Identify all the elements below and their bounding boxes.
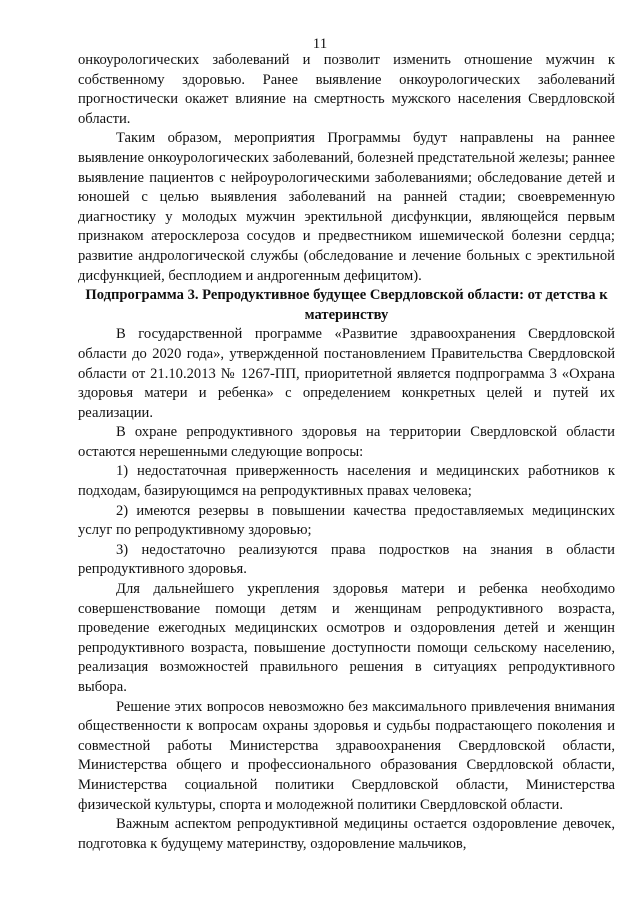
paragraph-aspect: Важным аспектом репродуктивной медицины остается оздоровление девочек, подготовка к будущему материнству, оздоровление мальчиков, [78,816,615,852]
paragraph-program: В государственной программе «Развитие здравоохранения Свердловской области до 2020 года», утвержденной постановлением Правительства Свердловской области от 21.10.2013 № 1267-ПП, приоритетной является подпрограмма 3 «Охрана здоровья матери и ребенка» с определением конкретных целей и путей их реализации. [78,326,615,421]
paragraph-summary: Таким образом, мероприятия Программы будут направлены на раннее выявление онкоурологических заболеваний, болезней предстательной железы; раннее выявление пациентов с нейроурологическими заболеваниями; обследование детей и юношей с целью выявления заболеваний на ранней стадии; своевременную диагностику у молодых мужчин эректильной дисфункции, являющейся первым признаком атеросклероза сосудов и предвестником ишемической болезни сердца; развитие андрологической службы (обследование и лечение больных с эректильной дисфункцией, бесплодием и андрогенным дефицитом). [78,130,615,284]
body-text [78,51,615,854]
paragraph-issues-intro: В охране репродуктивного здоровья на территории Свердловской области остаются нерешенными следующие вопросы: [78,424,615,460]
paragraph-continuation: онкоурологических заболеваний и позволит изменить отношение мужчин к собственному здоровью. Ранее выявление онкоурологических заболеваний прогностически окажет влияние на смертность мужского населения Свердловской области. [78,52,615,127]
paragraph-improvement: Для дальнейшего укрепления здоровья матери и ребенка необходимо совершенствование помощи детям и женщинам репродуктивного возраста, проведение ежегодных медицинских осмотров и оздоровления детей и женщин репродуктивного возраста, повышение доступности помощи сельскому населению, реализация возможностей правильного решения в ситуациях репродуктивного выбора. [78,581,615,695]
paragraph-solution: Решение этих вопросов невозможно без максимального привлечения внимания общественности к вопросам охраны здоровья и судьбы подрастающего поколения и совместной работы Министерства здравоохранения Свердловской области, Министерства общего и профессионального образования Свердловской области, Министерства социальной политики Свердловской области, Министерства физической культуры, спорта и молодежной политики Свердловской области. [78,698,615,813]
list-item-2: 2) имеются резервы в повышении качества предоставляемых медицинских услуг по репродуктивному здоровью; [78,502,615,539]
list-item-1: 1) недостаточная приверженность населения и медицинских работников к подходам, базирующимся на репродуктивных правах человека; [78,463,615,500]
page-number: 11 [312,36,328,52]
list-item-3: 3) недостаточно реализуются права подростков на знания в области репродуктивного здоровья. [78,541,615,578]
section-heading: Подпрограмма 3. Репродуктивное будущее Свердловской области: от детства к материнству [85,287,608,323]
